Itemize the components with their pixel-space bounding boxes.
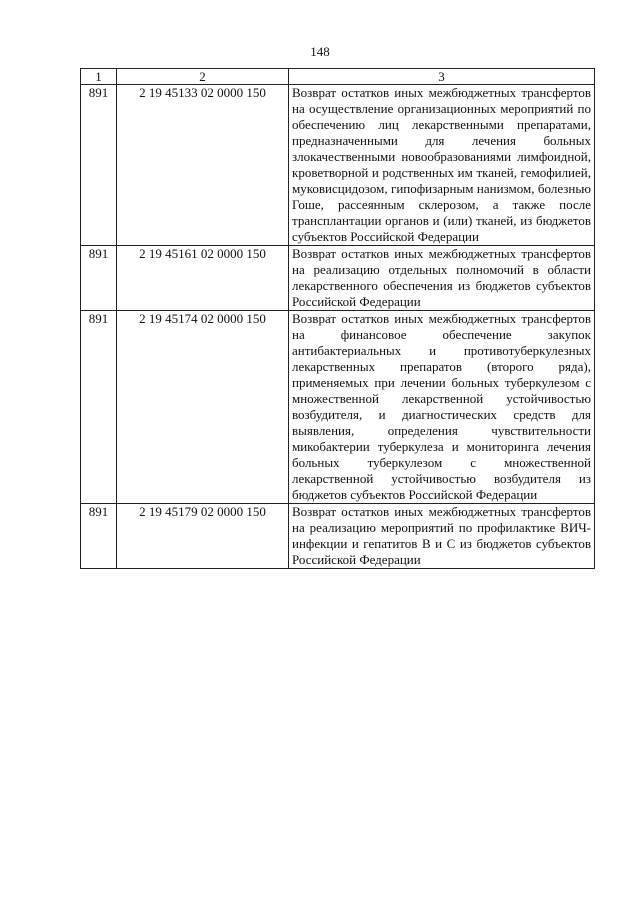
budget-code-cell: 2 19 45174 02 0000 150 <box>117 311 289 504</box>
table-row <box>81 246 595 311</box>
column-header-2: 2 <box>117 69 289 85</box>
description-cell: Возврат остатков иных межбюджетных трансфертов на реализацию отдельных полномочий в области лекарственного обеспечения из бюджетов субъектов Российской Федерации <box>289 246 595 311</box>
description-cell: Возврат остатков иных межбюджетных трансфертов на финансовое обеспечение закупок антибактериальных и противотуберкулезных лекарственных препаратов (второго ряда), применяемых при лечении больных туберкулезом с множественной лекарственной устойчивостью возбудителя, и диагностических средств для выявления, определения чувствительности микобактерии туберкулеза и мониторинга лечения больных туберкулезом с множественной лекарственной устойчивостью возбудителя из бюджетов субъектов Российской Федерации <box>289 311 595 504</box>
budget-code-cell: 2 19 45179 02 0000 150 <box>117 504 289 569</box>
table-row <box>81 504 595 569</box>
table-row <box>81 311 595 504</box>
budget-code-cell: 2 19 45161 02 0000 150 <box>117 246 289 311</box>
admin-code-cell: 891 <box>81 85 117 246</box>
budget-codes-table <box>80 68 595 569</box>
column-header-3: 3 <box>289 69 595 85</box>
budget-code-cell: 2 19 45133 02 0000 150 <box>117 85 289 246</box>
page-number: 148 <box>310 44 330 59</box>
admin-code-cell: 891 <box>81 246 117 311</box>
table-header-row <box>81 69 595 85</box>
admin-code-cell: 891 <box>81 504 117 569</box>
description-cell: Возврат остатков иных межбюджетных трансфертов на осуществление организационных мероприятий по обеспечению лиц лекарственными препаратами, предназначенными для лечения больных злокачественными новообразованиями лимфоидной, кроветворной и родственных им тканей, гемофилией, муковисцидозом, гипофизарным нанизмом, болезнью Гоше, рассеянным склерозом, а также после трансплантации органов и (или) тканей, из бюджетов субъектов Российской Федерации <box>289 85 595 246</box>
description-cell: Возврат остатков иных межбюджетных трансфертов на реализацию мероприятий по профилактике ВИЧ-инфекции и гепатитов В и С из бюджетов субъектов Российской Федерации <box>289 504 595 569</box>
admin-code-cell: 891 <box>81 311 117 504</box>
column-header-1: 1 <box>81 69 117 85</box>
table-row <box>81 85 595 246</box>
